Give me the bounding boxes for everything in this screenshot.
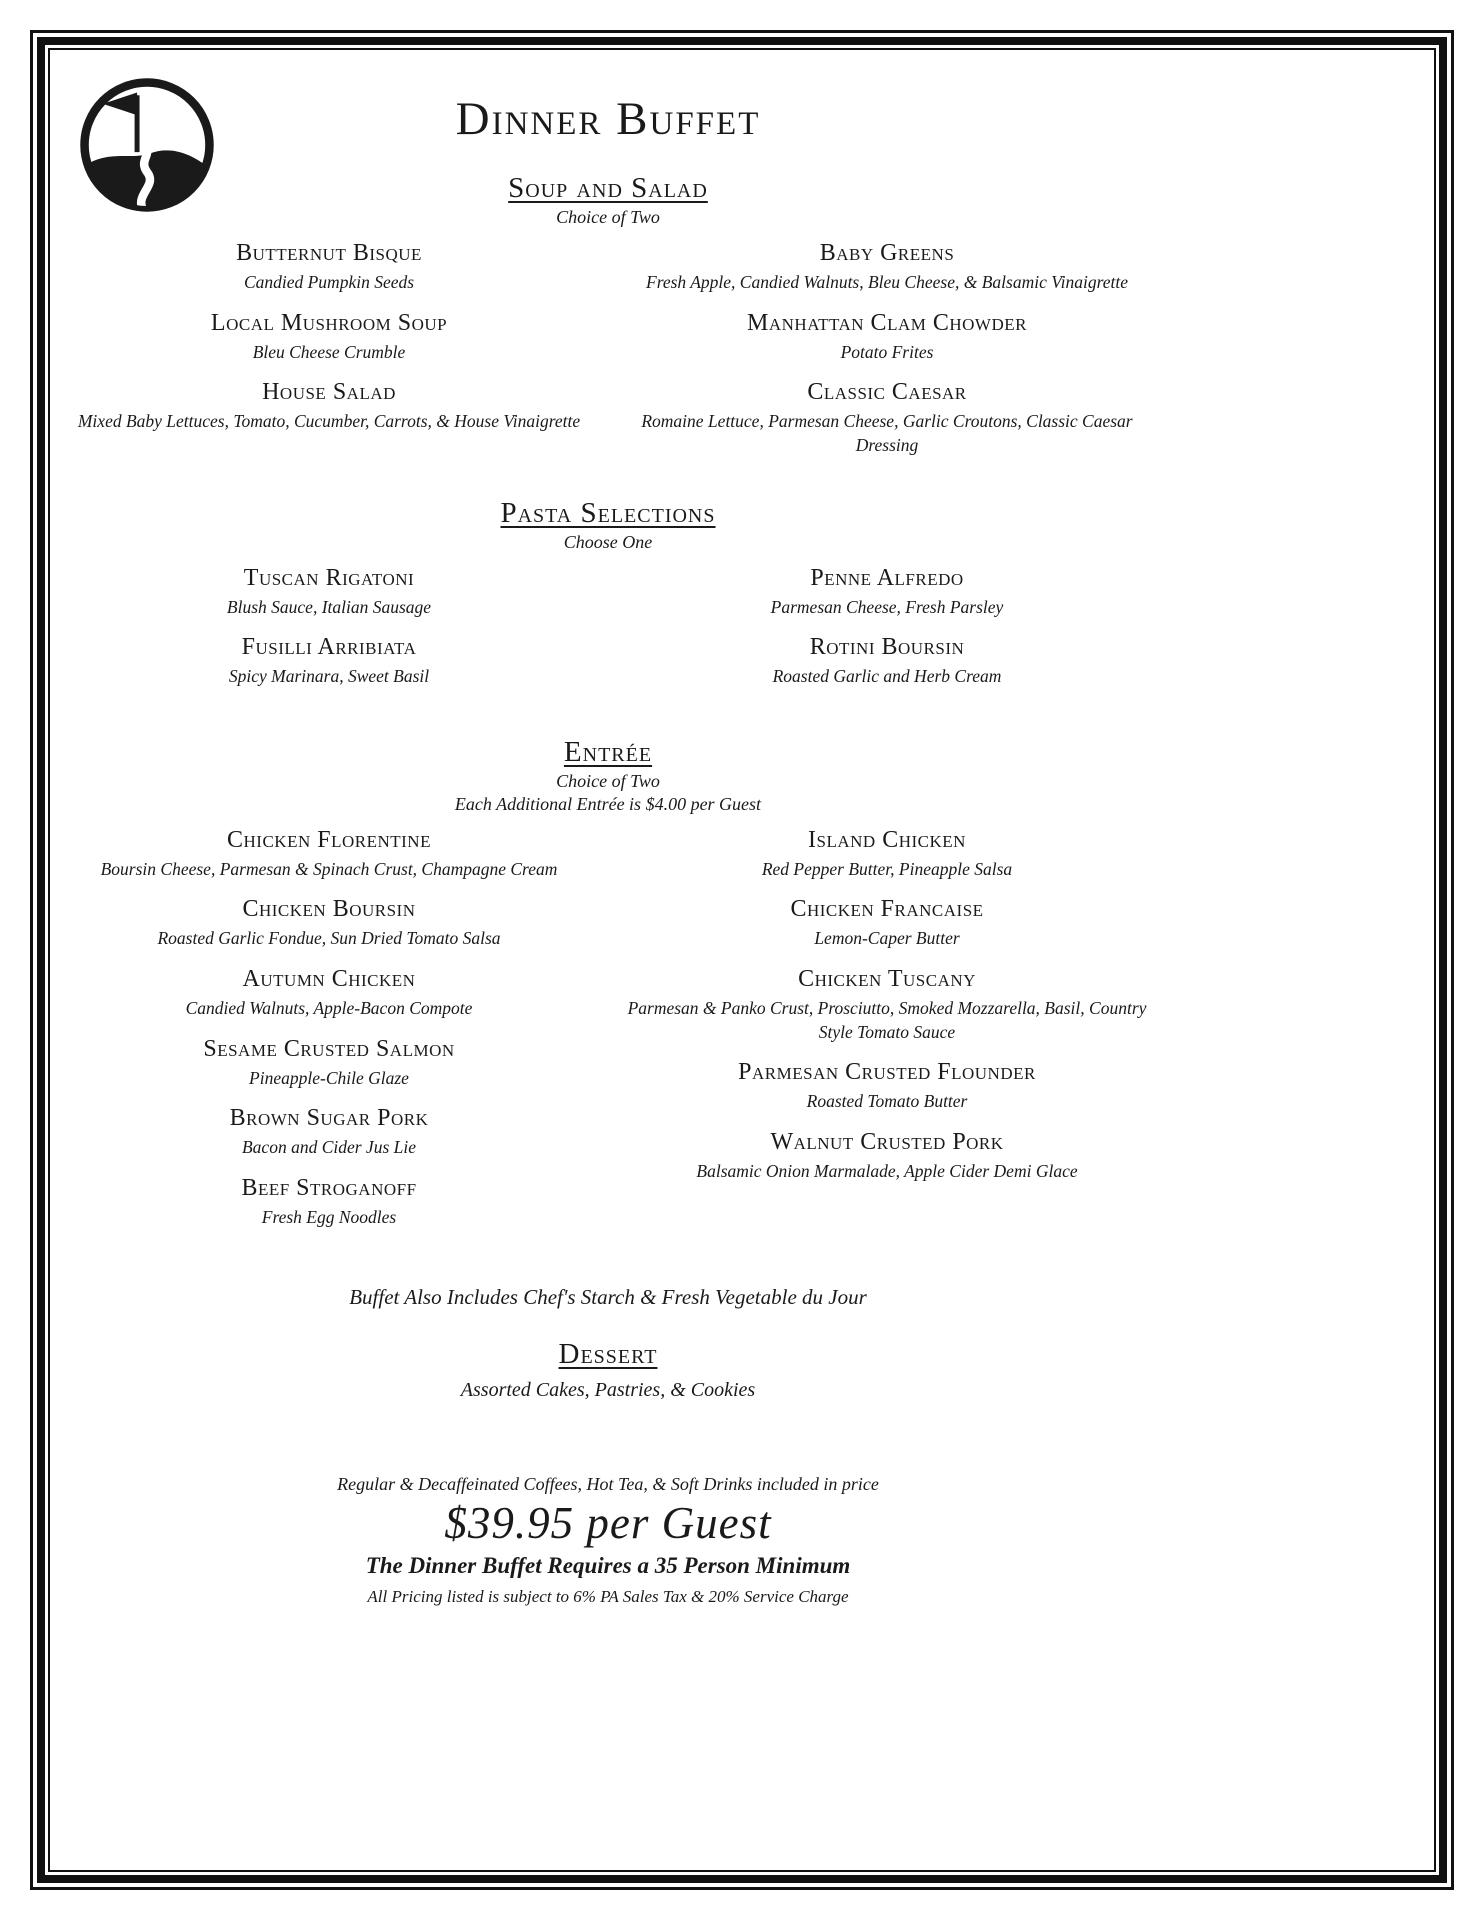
menu-item — [608, 1127, 1166, 1184]
menu-item-name: Walnut Crusted Pork — [770, 1128, 1004, 1155]
section-entree — [50, 736, 1166, 1243]
menu-item-name: Manhattan Clam Chowder — [747, 309, 1027, 336]
menu-item-desc: Roasted Tomato Butter — [806, 1091, 968, 1112]
menu-item — [50, 894, 608, 951]
menu-item-desc: Parmesan & Panko Crust, Prosciutto, Smoked Mozzarella, Basil, Country Style Tomato Sauce — [627, 998, 1147, 1042]
menu-item — [608, 825, 1166, 882]
golf-course-logo — [76, 74, 218, 216]
menu-item-desc: Blush Sauce, Italian Sausage — [226, 596, 432, 617]
menu-item-name: Parmesan Crusted Flounder — [738, 1059, 1036, 1086]
menu-page — [48, 48, 1436, 1872]
section-heading: Pasta Selections — [500, 496, 716, 529]
section-note: Choose One — [563, 531, 653, 552]
golf-flag-icon — [76, 74, 218, 216]
menu-item-desc: Boursin Cheese, Parmesan & Spinach Crust, Champagne Cream — [100, 858, 558, 879]
menu-item-desc: Bleu Cheese Crumble — [252, 341, 406, 362]
menu-item-name: Butternut Bisque — [236, 240, 422, 266]
menu-item — [50, 308, 608, 365]
menu-content — [50, 50, 1166, 1607]
menu-item-name: Chicken Francaise — [790, 896, 984, 923]
section-heading: Soup and Salad — [508, 172, 708, 204]
menu-item — [50, 238, 608, 295]
menu-item-desc: Pineapple-Chile Glaze — [249, 1067, 409, 1088]
menu-item — [608, 964, 1166, 1044]
tax-service-note: All Pricing listed is subject to 6% PA Sales Tax & 20% Service Charge — [367, 1586, 849, 1606]
soup-salad-right-column — [608, 238, 1166, 471]
menu-item-desc: Candied Walnuts, Apple-Bacon Compote — [185, 998, 473, 1018]
menu-item — [608, 377, 1166, 457]
menu-item-desc: Fresh Apple, Candied Walnuts, Bleu Cheese, & Balsamic Vinaigrette — [646, 272, 1128, 292]
pricing-footer — [50, 1474, 1166, 1607]
section-note: Choice of Two — [556, 207, 660, 227]
section-pasta-selections — [50, 497, 1166, 702]
soup-salad-left-column — [50, 238, 608, 471]
menu-item-desc: Spicy Marinara, Sweet Basil — [228, 666, 430, 687]
menu-item — [608, 563, 1166, 620]
menu-item-name: Baby Greens — [819, 240, 955, 266]
menu-item — [608, 894, 1166, 951]
menu-item — [608, 238, 1166, 295]
menu-item — [608, 632, 1166, 689]
menu-item-desc: Roasted Garlic and Herb Cream — [772, 666, 1002, 687]
section-dessert — [50, 1338, 1166, 1402]
menu-item-desc: Fresh Egg Noodles — [261, 1206, 397, 1227]
menu-item-name: Sesame Crusted Salmon — [203, 1035, 455, 1062]
menu-item — [50, 964, 608, 1021]
menu-item-desc: Romaine Lettuce, Parmesan Cheese, Garlic Croutons, Classic Caesar Dressing — [641, 411, 1133, 455]
menu-item-name: Brown Sugar Pork — [229, 1105, 429, 1132]
drinks-included-note: Regular & Decaffeinated Coffees, Hot Tea, & Soft Drinks included in price — [337, 1473, 879, 1494]
menu-item-desc: Roasted Garlic Fondue, Sun Dried Tomato Salsa — [157, 928, 501, 949]
menu-item-desc: Candied Pumpkin Seeds — [243, 272, 415, 292]
pasta-left-column — [50, 563, 608, 702]
menu-item — [50, 1103, 608, 1160]
menu-item-name: Chicken Tuscany — [798, 966, 976, 992]
entree-left-column — [50, 825, 608, 1243]
menu-item-name: Autumn Chicken — [242, 966, 416, 992]
menu-item-name: Fusilli Arribiata — [241, 634, 417, 661]
menu-item-name: Classic Caesar — [807, 379, 967, 406]
menu-item-name: Beef Stroganoff — [241, 1174, 417, 1201]
dessert-description: Assorted Cakes, Pastries, & Cookies — [460, 1378, 756, 1401]
menu-item-desc: Lemon-Caper Butter — [814, 928, 960, 949]
page-border — [30, 30, 1454, 1890]
price-per-guest: $39.95 per Guest — [444, 1497, 772, 1548]
menu-item — [50, 825, 608, 882]
menu-item-name: Chicken Boursin — [242, 896, 416, 923]
buffet-includes-note: Buffet Also Includes Chef's Starch & Fresh Vegetable du Jour — [349, 1284, 867, 1309]
menu-item-name: Penne Alfredo — [810, 564, 964, 591]
menu-item — [50, 1034, 608, 1091]
section-extra-note: Each Additional Entrée is $4.00 per Guest — [454, 793, 762, 814]
menu-item-name: Island Chicken — [808, 826, 966, 853]
menu-item-name: Tuscan Rigatoni — [243, 564, 415, 591]
menu-item — [50, 632, 608, 689]
page-border-band — [37, 37, 1447, 1883]
section-heading: Entrée — [563, 735, 653, 768]
menu-item-name: Local Mushroom Soup — [210, 309, 448, 336]
section-heading: Dessert — [558, 1337, 658, 1370]
menu-item-desc: Balsamic Onion Marmalade, Apple Cider Demi Glace — [696, 1160, 1078, 1181]
menu-item-desc: Bacon and Cider Jus Lie — [241, 1137, 416, 1158]
menu-item-name: House Salad — [262, 379, 396, 406]
menu-item-desc: Red Pepper Butter, Pineapple Salsa — [761, 858, 1013, 879]
page-title: Dinner Buffet — [455, 93, 761, 145]
minimum-guests-note: The Dinner Buffet Requires a 35 Person Minimum — [365, 1552, 851, 1578]
menu-item — [50, 377, 608, 434]
menu-item-desc: Mixed Baby Lettuces, Tomato, Cucumber, Carrots, & House Vinaigrette — [77, 411, 581, 432]
entree-right-column — [608, 825, 1166, 1243]
menu-item-desc: Potato Frites — [840, 341, 934, 362]
menu-item — [50, 1173, 608, 1230]
pasta-right-column — [608, 563, 1166, 702]
menu-item — [608, 1057, 1166, 1114]
section-soup-and-salad — [50, 172, 1166, 471]
menu-item-desc: Parmesan Cheese, Fresh Parsley — [770, 596, 1004, 617]
menu-item-name: Rotini Boursin — [809, 634, 965, 661]
menu-item — [50, 563, 608, 620]
menu-item — [608, 308, 1166, 365]
section-note: Choice of Two — [556, 770, 660, 791]
menu-item-name: Chicken Florentine — [227, 826, 431, 853]
